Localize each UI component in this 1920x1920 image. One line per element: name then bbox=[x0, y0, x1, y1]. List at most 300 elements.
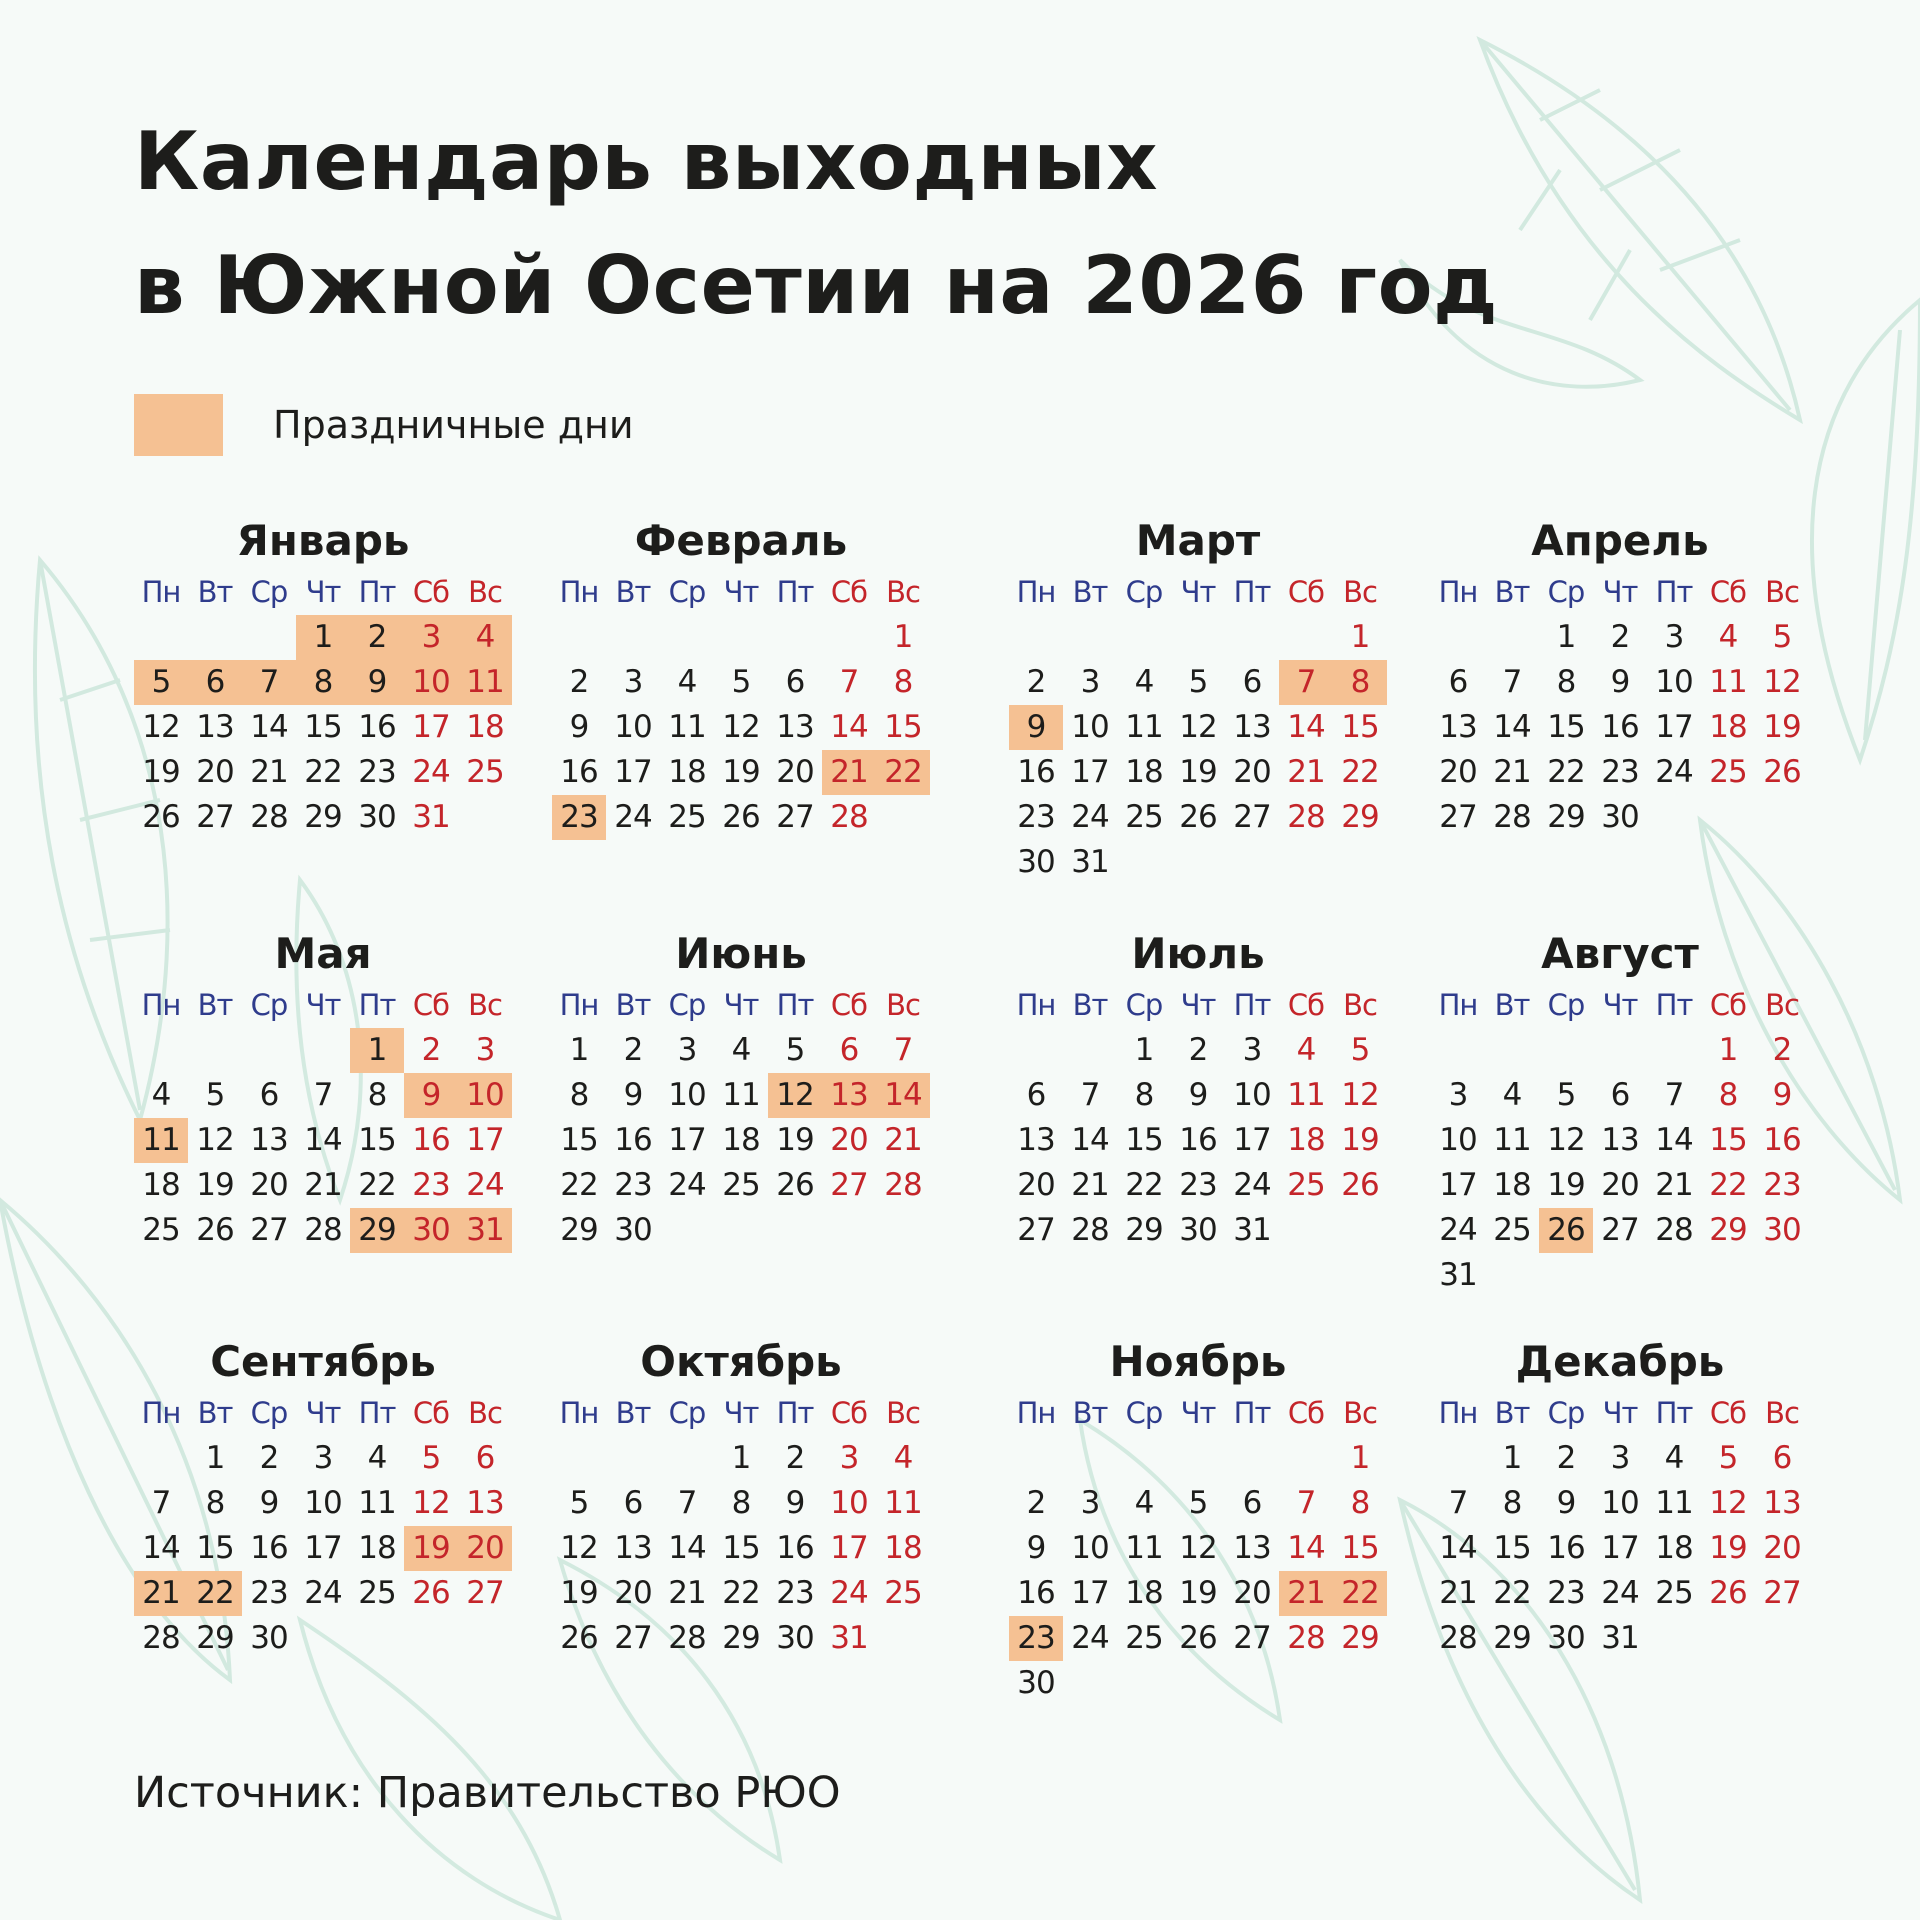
day-cell: 12 bbox=[142, 709, 180, 745]
empty-cell bbox=[606, 615, 660, 660]
weekday-header: Вс bbox=[468, 1396, 502, 1430]
day-cell: 14 bbox=[830, 709, 868, 745]
weekday-header: Пн bbox=[141, 575, 181, 609]
day-cell: 6 bbox=[475, 1440, 495, 1476]
day-cell: 8 bbox=[569, 1077, 589, 1113]
day-cell: 9 bbox=[1026, 1530, 1046, 1566]
day-cell: 19 bbox=[1179, 1575, 1217, 1611]
weekday-header: Пт bbox=[358, 575, 396, 609]
day-cell: 6 bbox=[839, 1032, 859, 1068]
day-cell: 24 bbox=[304, 1575, 342, 1611]
day-cell: 11 bbox=[884, 1485, 922, 1521]
day-cell: 19 bbox=[776, 1122, 814, 1158]
day-cell: 13 bbox=[1763, 1485, 1801, 1521]
holiday-day-cell: 20 bbox=[458, 1526, 512, 1571]
day-cell: 15 bbox=[358, 1122, 396, 1158]
weekday-header: Вт bbox=[1072, 575, 1108, 609]
weekday-header: Пт bbox=[776, 988, 814, 1022]
day-cell: 15 bbox=[722, 1530, 760, 1566]
day-cell: 1 bbox=[893, 619, 913, 655]
day-cell: 17 bbox=[1071, 754, 1109, 790]
day-cell: 7 bbox=[1664, 1077, 1684, 1113]
source-note: Источник: Правительство РЮО bbox=[134, 1768, 841, 1818]
day-cell: 21 bbox=[1439, 1575, 1477, 1611]
month-days-grid bbox=[134, 1391, 512, 1661]
day-cell: 7 bbox=[1080, 1077, 1100, 1113]
day-cell: 7 bbox=[1448, 1485, 1468, 1521]
month-block bbox=[1009, 925, 1387, 1253]
day-cell: 25 bbox=[358, 1575, 396, 1611]
day-cell: 30 bbox=[1547, 1620, 1585, 1656]
weekday-header: Чт bbox=[305, 1396, 341, 1430]
day-cell: 16 bbox=[1601, 709, 1639, 745]
day-cell: 16 bbox=[1017, 754, 1055, 790]
day-cell: 24 bbox=[830, 1575, 868, 1611]
day-cell: 7 bbox=[151, 1485, 171, 1521]
day-cell: 18 bbox=[1125, 754, 1163, 790]
day-cell: 29 bbox=[304, 799, 342, 835]
day-cell: 21 bbox=[668, 1575, 706, 1611]
weekday-header: Вс bbox=[1765, 988, 1799, 1022]
day-cell: 14 bbox=[1071, 1122, 1109, 1158]
day-cell: 5 bbox=[421, 1440, 441, 1476]
weekday-header: Пн bbox=[559, 1396, 599, 1430]
weekday-header: Пт bbox=[1655, 1396, 1693, 1430]
day-cell: 24 bbox=[614, 799, 652, 835]
day-cell: 20 bbox=[1017, 1167, 1055, 1203]
day-cell: 24 bbox=[412, 754, 450, 790]
day-cell: 13 bbox=[614, 1530, 652, 1566]
day-cell: 15 bbox=[1493, 1530, 1531, 1566]
day-cell: 30 bbox=[1601, 799, 1639, 835]
day-cell: 18 bbox=[142, 1167, 180, 1203]
day-cell: 4 bbox=[677, 664, 697, 700]
month-name: Сентябрь bbox=[210, 1337, 436, 1386]
day-cell: 18 bbox=[668, 754, 706, 790]
day-cell: 12 bbox=[196, 1122, 234, 1158]
day-cell: 5 bbox=[1188, 1485, 1208, 1521]
holiday-day-cell: 19 bbox=[404, 1526, 458, 1571]
day-cell: 11 bbox=[1287, 1077, 1325, 1113]
month-name: Август bbox=[1541, 929, 1699, 978]
holiday-day-cell: 1 bbox=[296, 615, 350, 660]
day-cell: 20 bbox=[830, 1122, 868, 1158]
holiday-day-cell: 1 bbox=[350, 1028, 404, 1073]
holiday-day-cell: 31 bbox=[458, 1208, 512, 1253]
day-cell: 2 bbox=[569, 664, 589, 700]
weekday-header: Пн bbox=[1016, 1396, 1056, 1430]
day-cell: 1 bbox=[731, 1440, 751, 1476]
day-cell: 16 bbox=[776, 1530, 814, 1566]
day-cell: 6 bbox=[1448, 664, 1468, 700]
month-name: Июнь bbox=[675, 929, 807, 978]
empty-cell bbox=[188, 1028, 242, 1073]
day-cell: 17 bbox=[1439, 1167, 1477, 1203]
day-cell: 1 bbox=[1556, 619, 1576, 655]
legend-swatch bbox=[134, 394, 223, 456]
day-cell: 12 bbox=[1763, 664, 1801, 700]
day-cell: 29 bbox=[560, 1212, 598, 1248]
day-cell: 1 bbox=[1134, 1032, 1154, 1068]
weekday-header: Чт bbox=[1602, 575, 1638, 609]
day-cell: 19 bbox=[1763, 709, 1801, 745]
holiday-day-cell: 13 bbox=[822, 1073, 876, 1118]
day-cell: 31 bbox=[1601, 1620, 1639, 1656]
weekday-header: Вт bbox=[1072, 988, 1108, 1022]
empty-cell bbox=[1063, 1436, 1117, 1481]
day-cell: 11 bbox=[722, 1077, 760, 1113]
weekday-header: Пн bbox=[559, 575, 599, 609]
day-cell: 2 bbox=[1556, 1440, 1576, 1476]
holiday-day-cell: 21 bbox=[1279, 1571, 1333, 1616]
day-cell: 31 bbox=[1233, 1212, 1271, 1248]
day-cell: 17 bbox=[1071, 1575, 1109, 1611]
day-cell: 21 bbox=[304, 1167, 342, 1203]
day-cell: 13 bbox=[1017, 1122, 1055, 1158]
day-cell: 4 bbox=[367, 1440, 387, 1476]
weekday-header: Ср bbox=[668, 1396, 706, 1430]
day-cell: 17 bbox=[830, 1530, 868, 1566]
day-cell: 25 bbox=[1655, 1575, 1693, 1611]
holiday-day-cell: 10 bbox=[404, 660, 458, 705]
day-cell: 23 bbox=[1017, 799, 1055, 835]
month-days-grid bbox=[552, 1391, 930, 1661]
month-days-grid bbox=[1431, 983, 1809, 1298]
empty-cell bbox=[1063, 615, 1117, 660]
weekday-header: Сб bbox=[830, 988, 868, 1022]
day-cell: 28 bbox=[830, 799, 868, 835]
day-cell: 10 bbox=[830, 1485, 868, 1521]
day-cell: 13 bbox=[776, 709, 814, 745]
month-days-grid bbox=[552, 983, 930, 1253]
day-cell: 4 bbox=[1664, 1440, 1684, 1476]
day-cell: 16 bbox=[1547, 1530, 1585, 1566]
empty-cell bbox=[1431, 1028, 1485, 1073]
day-cell: 15 bbox=[560, 1122, 598, 1158]
day-cell: 11 bbox=[1125, 709, 1163, 745]
day-cell: 10 bbox=[1601, 1485, 1639, 1521]
day-cell: 25 bbox=[1125, 1620, 1163, 1656]
holiday-day-cell: 29 bbox=[350, 1208, 404, 1253]
day-cell: 19 bbox=[1709, 1530, 1747, 1566]
day-cell: 18 bbox=[722, 1122, 760, 1158]
day-cell: 21 bbox=[250, 754, 288, 790]
day-cell: 29 bbox=[1341, 799, 1379, 835]
day-cell: 7 bbox=[313, 1077, 333, 1113]
weekday-header: Вс bbox=[1765, 1396, 1799, 1430]
holiday-day-cell: 9 bbox=[404, 1073, 458, 1118]
month-block bbox=[1009, 512, 1387, 885]
day-cell: 23 bbox=[412, 1167, 450, 1203]
day-cell: 19 bbox=[142, 754, 180, 790]
day-cell: 21 bbox=[1655, 1167, 1693, 1203]
holiday-day-cell: 23 bbox=[1009, 1616, 1063, 1661]
empty-cell bbox=[1009, 615, 1063, 660]
day-cell: 25 bbox=[722, 1167, 760, 1203]
holiday-day-cell: 26 bbox=[1539, 1208, 1593, 1253]
day-cell: 3 bbox=[839, 1440, 859, 1476]
day-cell: 10 bbox=[1655, 664, 1693, 700]
weekday-header: Вс bbox=[1343, 1396, 1377, 1430]
day-cell: 24 bbox=[1601, 1575, 1639, 1611]
day-cell: 31 bbox=[1439, 1257, 1477, 1293]
legend bbox=[134, 394, 634, 456]
day-cell: 1 bbox=[569, 1032, 589, 1068]
empty-cell bbox=[552, 615, 606, 660]
weekday-header: Вс bbox=[886, 1396, 920, 1430]
weekday-header: Ср bbox=[1547, 1396, 1585, 1430]
day-cell: 15 bbox=[1341, 709, 1379, 745]
day-cell: 3 bbox=[1242, 1032, 1262, 1068]
holiday-day-cell: 7 bbox=[1279, 660, 1333, 705]
weekday-header: Ср bbox=[1125, 1396, 1163, 1430]
day-cell: 20 bbox=[1763, 1530, 1801, 1566]
day-cell: 8 bbox=[731, 1485, 751, 1521]
day-cell: 22 bbox=[1547, 754, 1585, 790]
day-cell: 14 bbox=[1287, 709, 1325, 745]
day-cell: 26 bbox=[412, 1575, 450, 1611]
day-cell: 24 bbox=[1655, 754, 1693, 790]
weekday-header: Пт bbox=[1655, 988, 1693, 1022]
day-cell: 22 bbox=[1341, 754, 1379, 790]
day-cell: 15 bbox=[1709, 1122, 1747, 1158]
weekday-header: Ср bbox=[250, 575, 288, 609]
day-cell: 11 bbox=[358, 1485, 396, 1521]
day-cell: 5 bbox=[731, 664, 751, 700]
weekday-header: Вт bbox=[615, 575, 651, 609]
day-cell: 2 bbox=[1026, 664, 1046, 700]
weekday-header: Вс bbox=[1343, 575, 1377, 609]
day-cell: 5 bbox=[1718, 1440, 1738, 1476]
day-cell: 29 bbox=[1547, 799, 1585, 835]
weekday-header: Вс bbox=[886, 575, 920, 609]
weekday-header: Пт bbox=[1233, 575, 1271, 609]
day-cell: 20 bbox=[1233, 754, 1271, 790]
empty-cell bbox=[134, 1028, 188, 1073]
day-cell: 14 bbox=[1655, 1122, 1693, 1158]
day-cell: 23 bbox=[1601, 754, 1639, 790]
weekday-header: Сб bbox=[1709, 1396, 1747, 1430]
weekday-header: Вт bbox=[197, 1396, 233, 1430]
day-cell: 15 bbox=[196, 1530, 234, 1566]
day-cell: 18 bbox=[1709, 709, 1747, 745]
day-cell: 14 bbox=[250, 709, 288, 745]
day-cell: 4 bbox=[151, 1077, 171, 1113]
day-cell: 20 bbox=[1439, 754, 1477, 790]
holiday-day-cell: 3 bbox=[404, 615, 458, 660]
empty-cell bbox=[242, 1028, 296, 1073]
day-cell: 27 bbox=[1017, 1212, 1055, 1248]
day-cell: 9 bbox=[1188, 1077, 1208, 1113]
day-cell: 11 bbox=[668, 709, 706, 745]
day-cell: 23 bbox=[1763, 1167, 1801, 1203]
day-cell: 17 bbox=[466, 1122, 504, 1158]
day-cell: 14 bbox=[142, 1530, 180, 1566]
day-cell: 24 bbox=[1439, 1212, 1477, 1248]
month-days-grid bbox=[1431, 570, 1809, 840]
day-cell: 19 bbox=[1179, 754, 1217, 790]
day-cell: 6 bbox=[785, 664, 805, 700]
day-cell: 24 bbox=[466, 1167, 504, 1203]
day-cell: 26 bbox=[722, 799, 760, 835]
empty-cell bbox=[1279, 1436, 1333, 1481]
day-cell: 16 bbox=[560, 754, 598, 790]
weekday-header: Чт bbox=[1602, 1396, 1638, 1430]
day-cell: 26 bbox=[776, 1167, 814, 1203]
month-block bbox=[552, 1333, 930, 1661]
day-cell: 18 bbox=[1493, 1167, 1531, 1203]
weekday-header: Вт bbox=[615, 1396, 651, 1430]
empty-cell bbox=[188, 615, 242, 660]
holiday-day-cell: 8 bbox=[296, 660, 350, 705]
holiday-day-cell: 4 bbox=[458, 615, 512, 660]
holiday-day-cell: 22 bbox=[876, 750, 930, 795]
day-cell: 15 bbox=[304, 709, 342, 745]
day-cell: 23 bbox=[358, 754, 396, 790]
day-cell: 25 bbox=[142, 1212, 180, 1248]
day-cell: 29 bbox=[1709, 1212, 1747, 1248]
weekday-header: Сб bbox=[1709, 988, 1747, 1022]
day-cell: 22 bbox=[1709, 1167, 1747, 1203]
day-cell: 28 bbox=[884, 1167, 922, 1203]
day-cell: 5 bbox=[1188, 664, 1208, 700]
day-cell: 10 bbox=[668, 1077, 706, 1113]
day-cell: 22 bbox=[358, 1167, 396, 1203]
day-cell: 28 bbox=[1287, 799, 1325, 835]
month-block bbox=[552, 512, 930, 840]
day-cell: 10 bbox=[1071, 709, 1109, 745]
month-block bbox=[134, 1333, 512, 1661]
page-title bbox=[134, 100, 1498, 348]
day-cell: 28 bbox=[250, 799, 288, 835]
day-cell: 6 bbox=[1242, 1485, 1262, 1521]
empty-cell bbox=[1431, 1436, 1485, 1481]
day-cell: 19 bbox=[1341, 1122, 1379, 1158]
empty-cell bbox=[1225, 615, 1279, 660]
day-cell: 9 bbox=[623, 1077, 643, 1113]
day-cell: 3 bbox=[623, 664, 643, 700]
day-cell: 8 bbox=[1502, 1485, 1522, 1521]
day-cell: 21 bbox=[1493, 754, 1531, 790]
holiday-day-cell: 14 bbox=[876, 1073, 930, 1118]
weekday-header: Пт bbox=[776, 575, 814, 609]
day-cell: 23 bbox=[250, 1575, 288, 1611]
day-cell: 24 bbox=[1071, 1620, 1109, 1656]
day-cell: 28 bbox=[1439, 1620, 1477, 1656]
empty-cell bbox=[134, 1436, 188, 1481]
weekday-header: Чт bbox=[305, 988, 341, 1022]
day-cell: 3 bbox=[1080, 664, 1100, 700]
holiday-day-cell: 21 bbox=[134, 1571, 188, 1616]
day-cell: 26 bbox=[142, 799, 180, 835]
day-cell: 20 bbox=[614, 1575, 652, 1611]
day-cell: 13 bbox=[1601, 1122, 1639, 1158]
holiday-day-cell: 11 bbox=[134, 1118, 188, 1163]
day-cell: 28 bbox=[304, 1212, 342, 1248]
day-cell: 17 bbox=[1655, 709, 1693, 745]
day-cell: 14 bbox=[1439, 1530, 1477, 1566]
weekday-header: Сб bbox=[412, 988, 450, 1022]
weekday-header: Ср bbox=[250, 1396, 288, 1430]
weekday-header: Сб bbox=[1709, 575, 1747, 609]
day-cell: 11 bbox=[1655, 1485, 1693, 1521]
day-cell: 30 bbox=[358, 799, 396, 835]
empty-cell bbox=[1117, 615, 1171, 660]
day-cell: 3 bbox=[1448, 1077, 1468, 1113]
day-cell: 27 bbox=[1601, 1212, 1639, 1248]
weekday-header: Чт bbox=[1180, 1396, 1216, 1430]
day-cell: 27 bbox=[1233, 1620, 1271, 1656]
day-cell: 7 bbox=[677, 1485, 697, 1521]
weekday-header: Пн bbox=[1438, 575, 1478, 609]
weekday-header: Сб bbox=[1287, 988, 1325, 1022]
day-cell: 13 bbox=[196, 709, 234, 745]
holiday-day-cell: 9 bbox=[1009, 705, 1063, 750]
month-days-grid bbox=[134, 570, 512, 840]
day-cell: 13 bbox=[1233, 709, 1271, 745]
day-cell: 11 bbox=[1709, 664, 1747, 700]
holiday-day-cell: 8 bbox=[1333, 660, 1387, 705]
weekday-header: Вт bbox=[615, 988, 651, 1022]
day-cell: 17 bbox=[1233, 1122, 1271, 1158]
holiday-day-cell: 6 bbox=[188, 660, 242, 705]
empty-cell bbox=[768, 615, 822, 660]
day-cell: 15 bbox=[1125, 1122, 1163, 1158]
weekday-header: Вт bbox=[1494, 575, 1530, 609]
day-cell: 20 bbox=[1233, 1575, 1271, 1611]
day-cell: 13 bbox=[1439, 709, 1477, 745]
weekday-header: Чт bbox=[723, 575, 759, 609]
weekday-header: Вт bbox=[197, 988, 233, 1022]
empty-cell bbox=[1279, 615, 1333, 660]
weekday-header: Ср bbox=[1547, 575, 1585, 609]
day-cell: 15 bbox=[1341, 1530, 1379, 1566]
day-cell: 29 bbox=[722, 1620, 760, 1656]
weekday-header: Вт bbox=[1072, 1396, 1108, 1430]
day-cell: 1 bbox=[1718, 1032, 1738, 1068]
empty-cell bbox=[1009, 1028, 1063, 1073]
day-cell: 20 bbox=[196, 754, 234, 790]
day-cell: 5 bbox=[205, 1077, 225, 1113]
day-cell: 30 bbox=[1017, 844, 1055, 880]
month-block bbox=[1009, 1333, 1387, 1706]
day-cell: 6 bbox=[1242, 664, 1262, 700]
day-cell: 12 bbox=[412, 1485, 450, 1521]
day-cell: 5 bbox=[785, 1032, 805, 1068]
day-cell: 1 bbox=[1350, 619, 1370, 655]
month-days-grid bbox=[134, 983, 512, 1253]
day-cell: 10 bbox=[1439, 1122, 1477, 1158]
weekday-header: Ср bbox=[1547, 988, 1585, 1022]
day-cell: 14 bbox=[668, 1530, 706, 1566]
day-cell: 3 bbox=[1610, 1440, 1630, 1476]
day-cell: 3 bbox=[677, 1032, 697, 1068]
weekday-header: Пн bbox=[141, 988, 181, 1022]
day-cell: 30 bbox=[614, 1212, 652, 1248]
empty-cell bbox=[134, 615, 188, 660]
day-cell: 6 bbox=[1610, 1077, 1630, 1113]
day-cell: 26 bbox=[1179, 799, 1217, 835]
day-cell: 10 bbox=[1071, 1530, 1109, 1566]
month-days-grid bbox=[1009, 570, 1387, 885]
holiday-day-cell: 30 bbox=[404, 1208, 458, 1253]
weekday-header: Пн bbox=[559, 988, 599, 1022]
empty-cell bbox=[1171, 615, 1225, 660]
day-cell: 31 bbox=[830, 1620, 868, 1656]
day-cell: 6 bbox=[259, 1077, 279, 1113]
month-name: Январь bbox=[236, 516, 410, 565]
day-cell: 16 bbox=[614, 1122, 652, 1158]
